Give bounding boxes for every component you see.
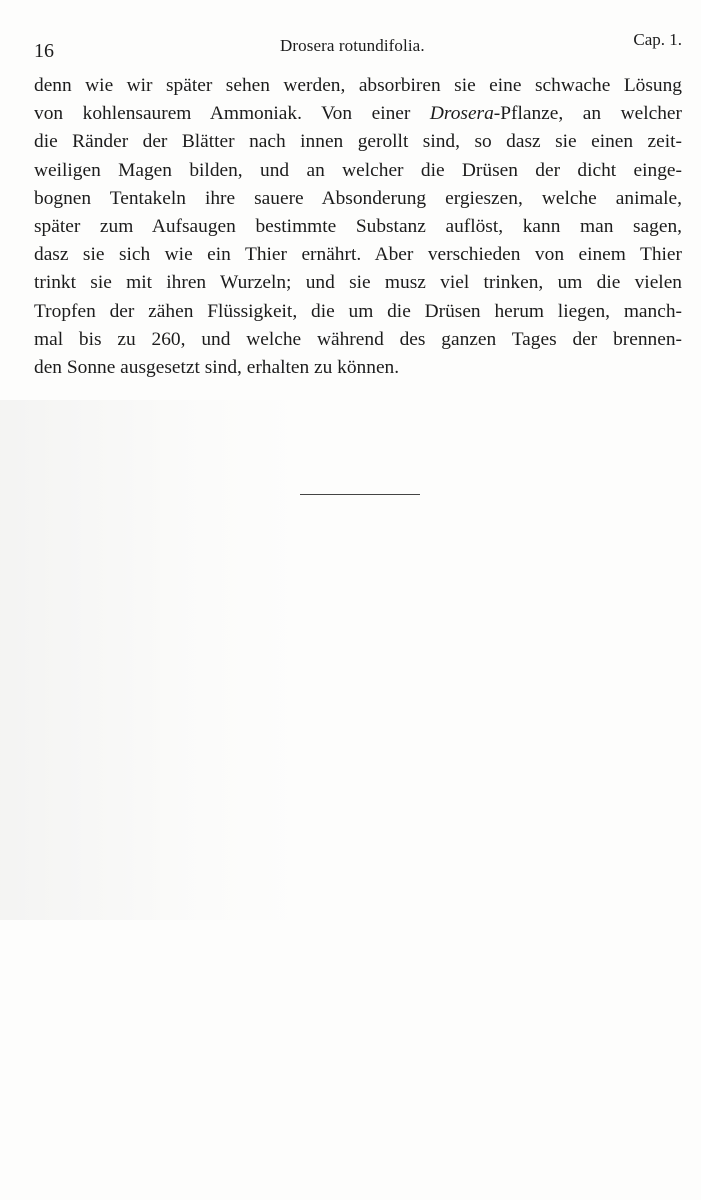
text-line: Tropfen der zähen Flüssigkeit, die um die Drüsen herum liegen, manch- bbox=[34, 300, 682, 322]
text-line: trinkt sie mit ihren Wurzeln; und sie musz viel trinken, um die vielen bbox=[34, 272, 682, 294]
body-paragraph bbox=[34, 72, 682, 382]
text-line: den Sonne ausgesetzt sind, erhalten zu können. bbox=[34, 357, 400, 379]
text-line: weiligen Magen bilden, und an welcher die Drüsen der dicht einge- bbox=[34, 159, 682, 181]
genus-name-italic: Drosera bbox=[429, 103, 494, 125]
text-line: bognen Tentakeln ihre sauere Absonderung ergieszen, welche animale, bbox=[34, 187, 682, 209]
text-segment: von kohlensaurem Ammoniak. Von einer bbox=[34, 103, 430, 125]
section-divider-rule bbox=[300, 494, 420, 495]
text-line: dasz sie sich wie ein Thier ernährt. Aber verschieden von einem Thier bbox=[34, 244, 682, 266]
text-line: die Ränder der Blätter nach innen gerollt sind, so dasz sie einen zeit- bbox=[34, 131, 682, 153]
page-number: 16 bbox=[34, 40, 54, 62]
text-segment: -Pflanze, an welcher bbox=[493, 103, 682, 125]
reverse-side-bleed-through bbox=[0, 400, 300, 920]
text-line bbox=[34, 100, 682, 128]
text-line: später zum Aufsaugen bestimmte Substanz auflöst, kann man sagen, bbox=[34, 216, 682, 238]
chapter-label: Cap. 1. bbox=[633, 30, 682, 49]
running-title: Drosera rotundifolia. bbox=[280, 36, 425, 55]
page-header bbox=[32, 30, 682, 60]
text-line: denn wie wir später sehen werden, absorbiren sie eine schwache Lösung bbox=[34, 75, 682, 96]
text-line: mal bis zu 260, und welche während des ganzen Tages der brennen- bbox=[34, 328, 682, 350]
